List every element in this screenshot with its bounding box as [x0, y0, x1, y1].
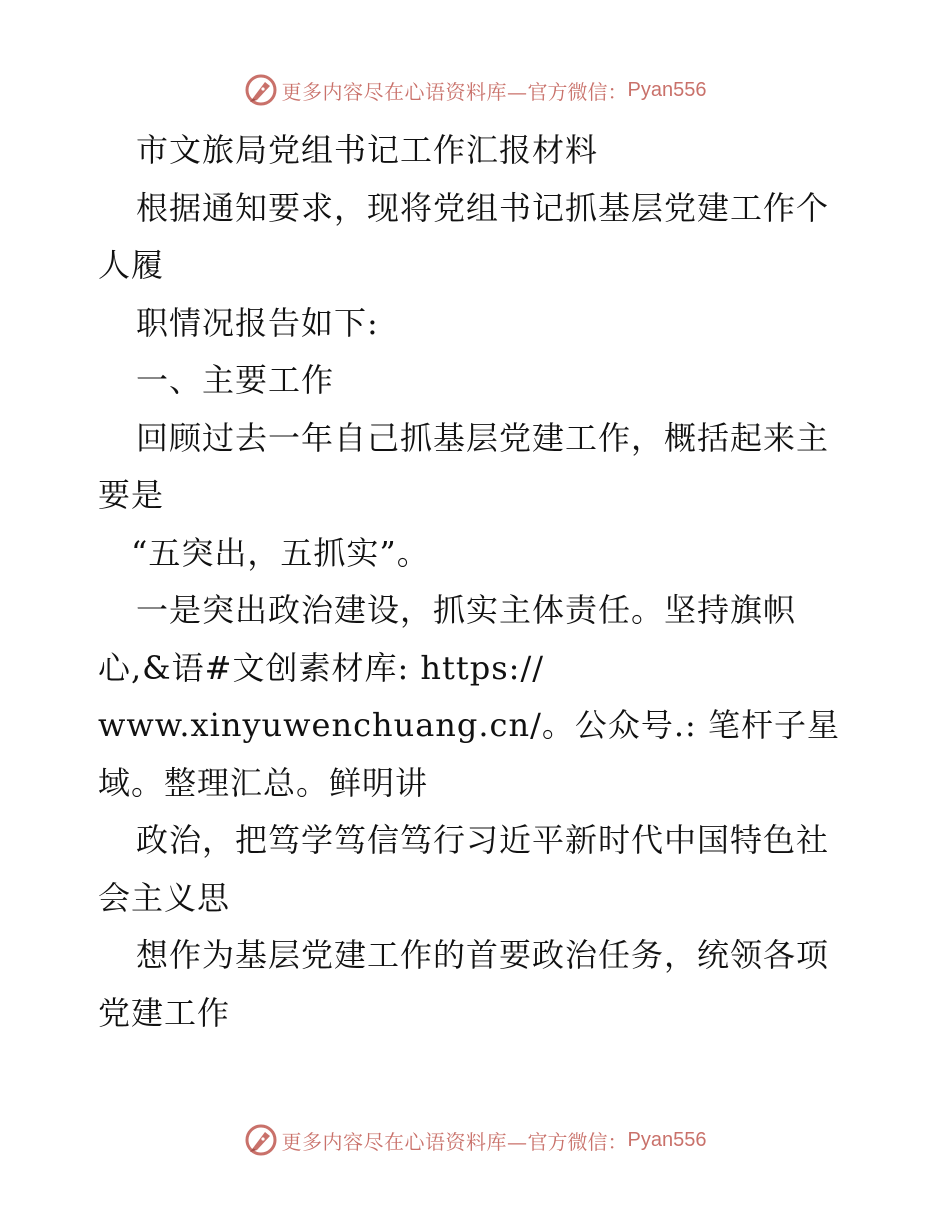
paragraph-line: 域。整理汇总。鲜明讲	[98, 763, 429, 802]
banner-promo-text: 更多内容尽在心语资料库—	[281, 79, 528, 104]
pen-nib-seal-icon	[244, 73, 278, 107]
banner-wechat-id: Pyan556	[627, 1128, 707, 1151]
paragraph-line: 政治，把笃学笃信笃行习近平新时代中国特色社	[136, 821, 830, 859]
paragraph-line: 想作为基层党建工作的首要政治任务，统领各项	[136, 936, 830, 974]
section-heading: 一、主要工作	[136, 361, 335, 399]
paragraph-line: 回顾过去一年自己抓基层党建工作，概括起来主	[136, 418, 830, 457]
banner-promo-text: 更多内容尽在心语资料库—	[281, 1129, 528, 1154]
banner-wechat-id: Pyan556	[627, 78, 707, 101]
document-title: 市文旅局党组书记工作汇报材料	[136, 131, 599, 169]
pen-nib-seal-icon	[244, 1123, 278, 1157]
paragraph-line: 党建工作	[98, 993, 231, 1032]
paragraph-line: 心,&语#文创素材库: https://	[98, 648, 545, 687]
paragraph-line: 要是	[98, 476, 165, 514]
banner-wechat-label: 官方微信：	[527, 79, 628, 104]
header-banner	[0, 70, 950, 110]
paragraph-line: 一是突出政治建设，抓实主体责任。坚持旗帜	[136, 591, 797, 629]
paragraph-line: 人履	[98, 246, 165, 284]
paragraph-line: www.xinyuwenchuang.cn/。公众号.: 笔杆子星	[98, 706, 840, 744]
footer-banner	[0, 1120, 950, 1160]
document-body	[98, 122, 858, 1042]
paragraph-line: 职情况报告如下:	[136, 303, 379, 342]
paragraph-line: “五突出，五抓实”。	[131, 533, 430, 572]
paragraph-line: 根据通知要求，现将党组书记抓基层党建工作个	[136, 188, 830, 227]
paragraph-line: 会主义思	[98, 878, 231, 917]
banner-wechat-label: 官方微信：	[527, 1129, 628, 1154]
